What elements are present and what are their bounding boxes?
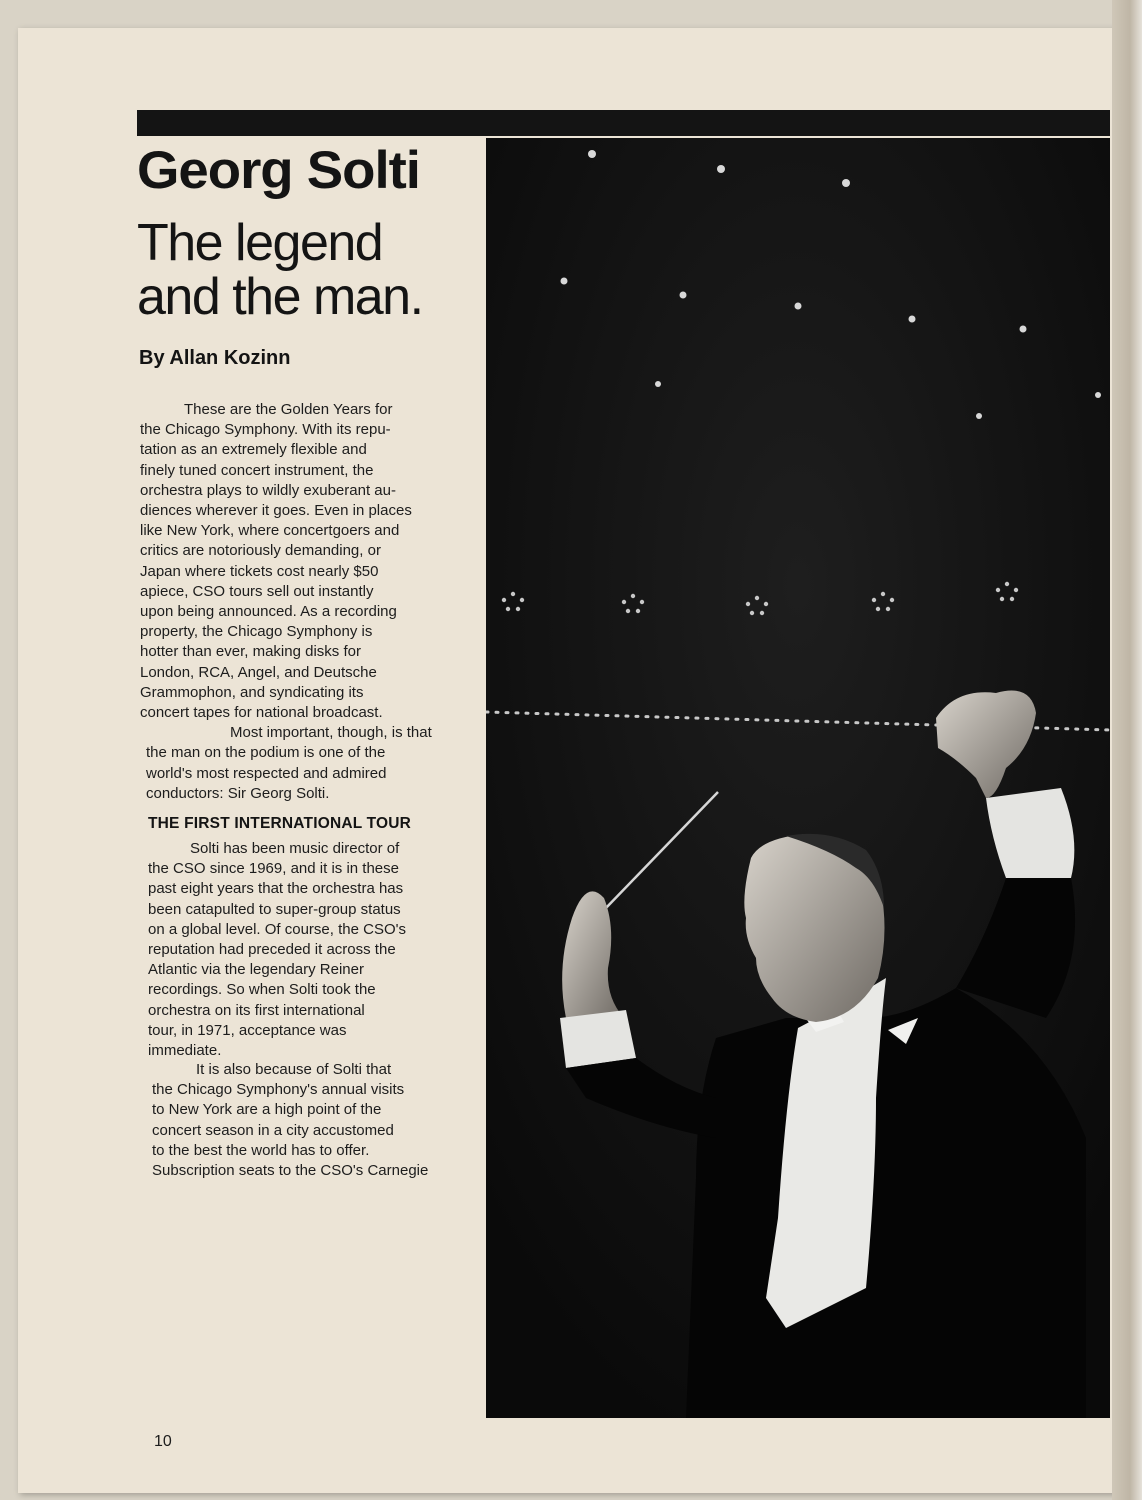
section-heading: THE FIRST INTERNATIONAL TOUR	[148, 815, 412, 832]
text-line: on a global level. Of course, the CSO's	[148, 920, 406, 938]
tailcoat	[686, 988, 1086, 1418]
text-line: like New York, where concertgoers and	[140, 522, 400, 540]
byline: By Allan Kozinn	[139, 347, 291, 369]
text-line: to New York are a high point of the	[152, 1101, 382, 1119]
subtitle-line: The legend	[137, 214, 383, 272]
text-line: Most important, though, is that	[230, 724, 432, 742]
text-line: These are the Golden Years for	[184, 401, 393, 418]
text-line: Subscription seats to the CSO's Carnegie	[152, 1162, 429, 1180]
text-line: been catapulted to super-group status	[148, 900, 401, 918]
text-line: past eight years that the orchestra has	[148, 880, 404, 898]
closing-paragraph	[152, 1060, 462, 1181]
text-line: concert season in a city accustomed	[152, 1121, 394, 1139]
text-line: concert tapes for national broadcast.	[140, 704, 383, 722]
section-paragraph	[148, 839, 458, 1061]
text-line: Solti has been music director of	[190, 840, 400, 857]
left-cuff	[560, 1010, 636, 1068]
conductor-photo-illustration	[486, 138, 1110, 1418]
text-line: apiece, CSO tours sell out instantly	[140, 582, 374, 600]
text-line: critics are notoriously demanding, or	[140, 542, 381, 560]
text-line: the Chicago Symphony. With its repu-	[140, 421, 391, 439]
text-line: conductors: Sir Georg Solti.	[146, 784, 330, 802]
text-line: the Chicago Symphony's annual visits	[152, 1081, 405, 1099]
header-rule	[137, 110, 1110, 136]
text-line: hotter than ever, making disks for	[140, 643, 361, 661]
text-line: orchestra on its first international	[148, 1001, 365, 1019]
text-line: Grammophon, and syndicating its	[140, 683, 364, 701]
text-line: London, RCA, Angel, and Deutsche	[140, 663, 377, 681]
text-line: tour, in 1971, acceptance was	[148, 1021, 347, 1039]
text-line: property, the Chicago Symphony is	[140, 623, 373, 641]
article-title: Georg Solti	[137, 141, 420, 200]
text-line: diences wherever it goes. Even in places	[140, 502, 412, 520]
text-line: the man on the podium is one of the	[146, 744, 386, 762]
text-line: recordings. So when Solti took the	[148, 981, 376, 999]
text-line: Atlantic via the legendary Reiner	[148, 961, 364, 979]
text-line: to the best the world has to offer.	[152, 1141, 370, 1159]
text-line: the CSO since 1969, and it is in these	[148, 860, 399, 878]
text-line: upon being announced. As a recording	[140, 603, 397, 621]
text-line: immediate.	[148, 1042, 222, 1060]
page-edge	[1112, 0, 1142, 1500]
text-line: world's most respected and admired	[146, 764, 387, 782]
text-line: tation as an extremely flexible and	[140, 441, 367, 459]
text-line: It is also because of Solti that	[196, 1061, 392, 1078]
text-line: finely tuned concert instrument, the	[140, 461, 374, 479]
intro-paragraphs	[140, 400, 450, 804]
subtitle-line: and the man.	[137, 268, 423, 326]
article-subtitle	[137, 216, 467, 324]
text-line: orchestra plays to wildly exuberant au-	[140, 481, 396, 499]
page-number: 10	[154, 1433, 172, 1450]
conductor-photo	[486, 138, 1110, 1418]
text-line: Japan where tickets cost nearly $50	[140, 562, 379, 580]
text-line: reputation had preceded it across the	[148, 941, 396, 959]
